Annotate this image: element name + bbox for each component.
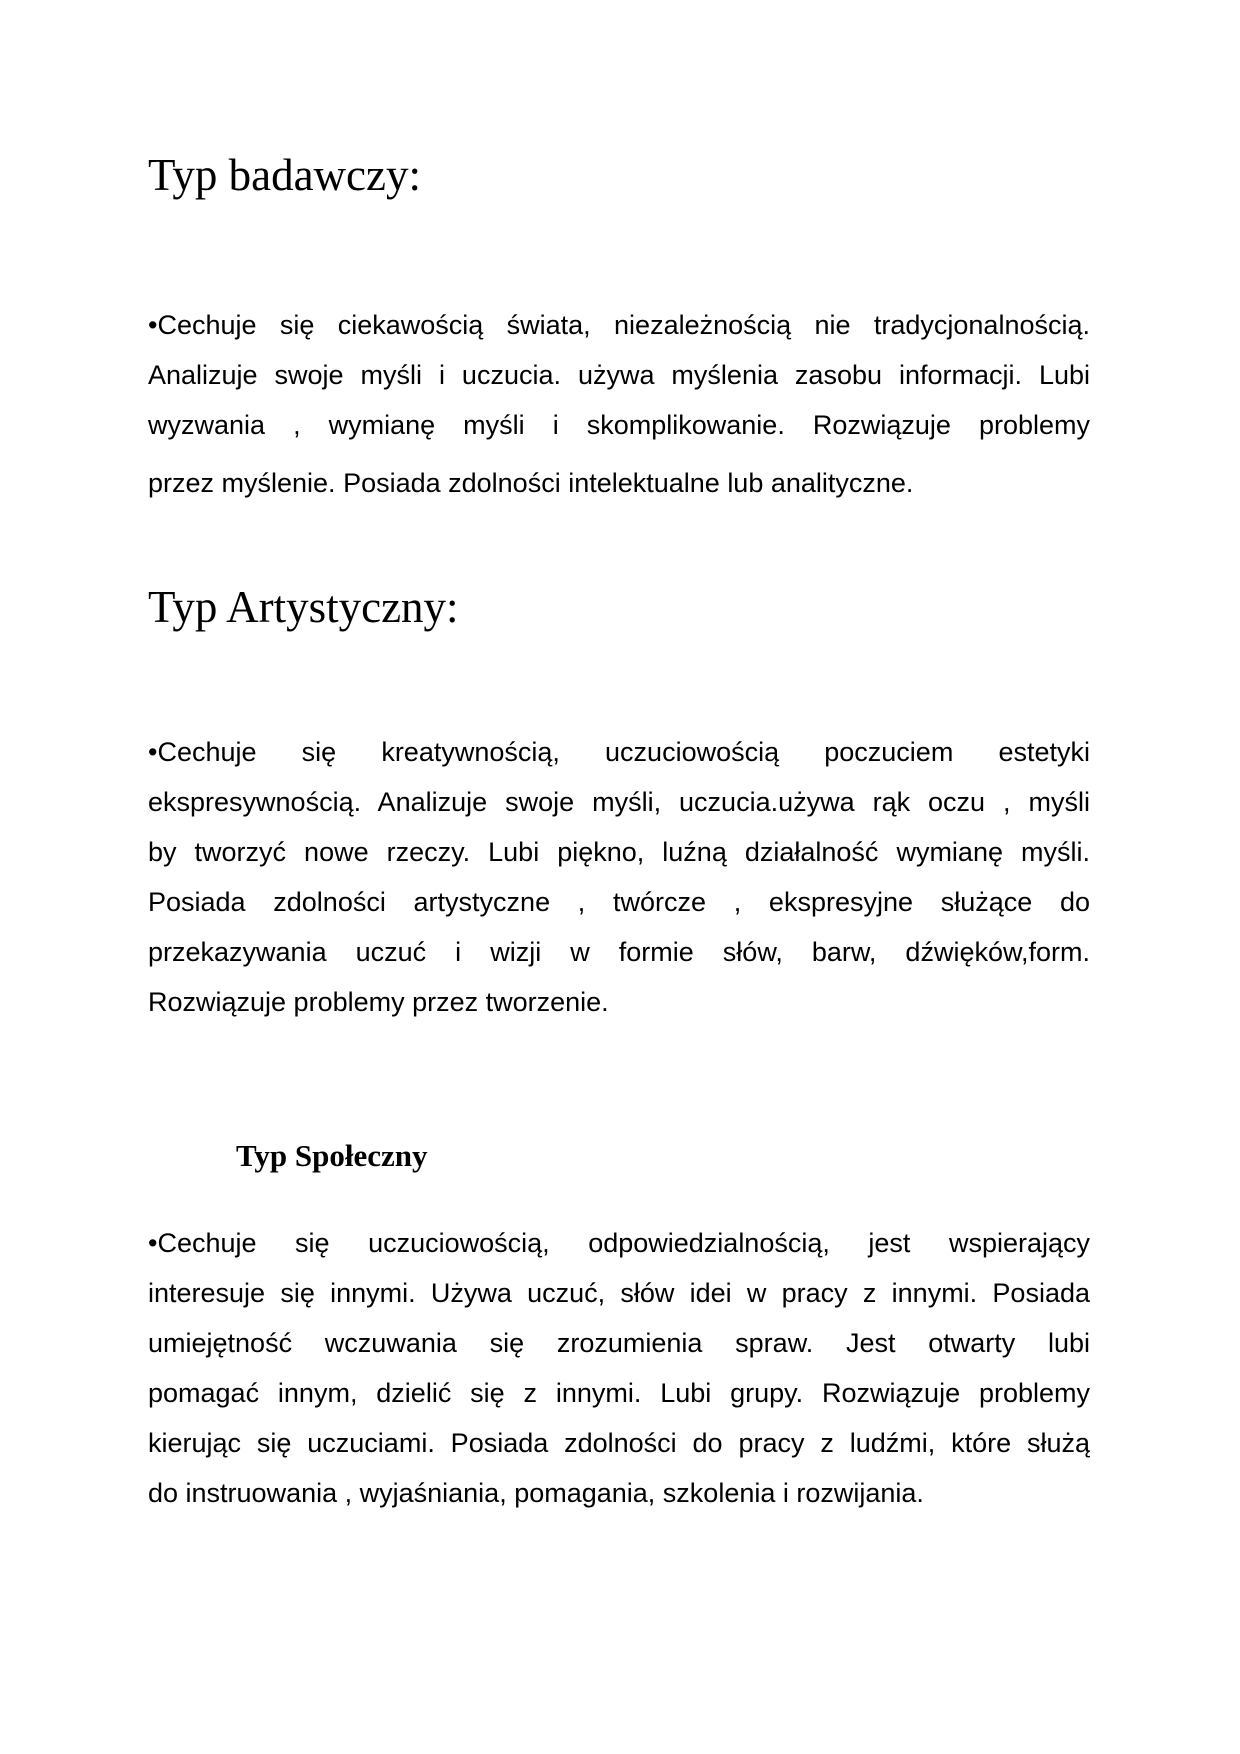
paragraph-line: Rozwiązuje problemy przez tworzenie. bbox=[148, 987, 609, 1017]
paragraph-line: interesuje się innymi. Używa uczuć, słów idei w pracy z innymi. Posiada bbox=[148, 1278, 1090, 1308]
paragraph-line: umiejętność wczuwania się zrozumienia spraw. Jest otwarty lubi bbox=[148, 1328, 1090, 1358]
paragraph-line: Analizuje swoje myśli i uczucia. używa myślenia zasobu informacji. Lubi bbox=[148, 360, 1090, 390]
paragraph-line: by tworzyć nowe rzeczy. Lubi piękno, luźną działalność wymianę myśli. bbox=[148, 837, 1090, 867]
paragraph-line: wyzwania , wymianę myśli i skomplikowanie. Rozwiązuje problemy bbox=[148, 410, 1090, 440]
heading-typ-spoleczny: Typ Społeczny bbox=[236, 1138, 428, 1173]
paragraph-line: pomagać innym, dzielić się z innymi. Lubi grupy. Rozwiązuje problemy bbox=[148, 1378, 1090, 1408]
paragraph-typ-spoleczny bbox=[148, 1218, 1090, 1518]
paragraph-line: •Cechuje się kreatywnością, uczuciowością poczuciem estetyki bbox=[148, 737, 1090, 767]
paragraph-typ-artystyczny bbox=[148, 727, 1090, 1027]
heading-typ-artystyczny: Typ Artystyczny: bbox=[148, 582, 459, 632]
paragraph-line: ekspresywnością. Analizuje swoje myśli, uczucia.używa rąk oczu , myśli bbox=[148, 787, 1090, 817]
paragraph-line: •Cechuje się uczuciowością, odpowiedzialnością, jest wspierający bbox=[148, 1228, 1090, 1258]
heading-typ-badawczy: Typ badawczy: bbox=[148, 150, 421, 200]
paragraph-line: •Cechuje się ciekawością świata, niezależnością nie tradycjonalnością. bbox=[148, 310, 1090, 340]
paragraph-typ-badawczy bbox=[148, 300, 1090, 508]
paragraph-line: przez myślenie. Posiada zdolności intelektualne lub analityczne. bbox=[148, 468, 914, 498]
paragraph-line: Posiada zdolności artystyczne , twórcze , ekspresyjne służące do bbox=[148, 887, 1090, 917]
paragraph-line: kierując się uczuciami. Posiada zdolności do pracy z ludźmi, które służą bbox=[148, 1428, 1090, 1458]
paragraph-line: przekazywania uczuć i wizji w formie słów, barw, dźwięków,form. bbox=[148, 937, 1090, 967]
paragraph-line: do instruowania , wyjaśniania, pomagania, szkolenia i rozwijania. bbox=[148, 1478, 924, 1508]
